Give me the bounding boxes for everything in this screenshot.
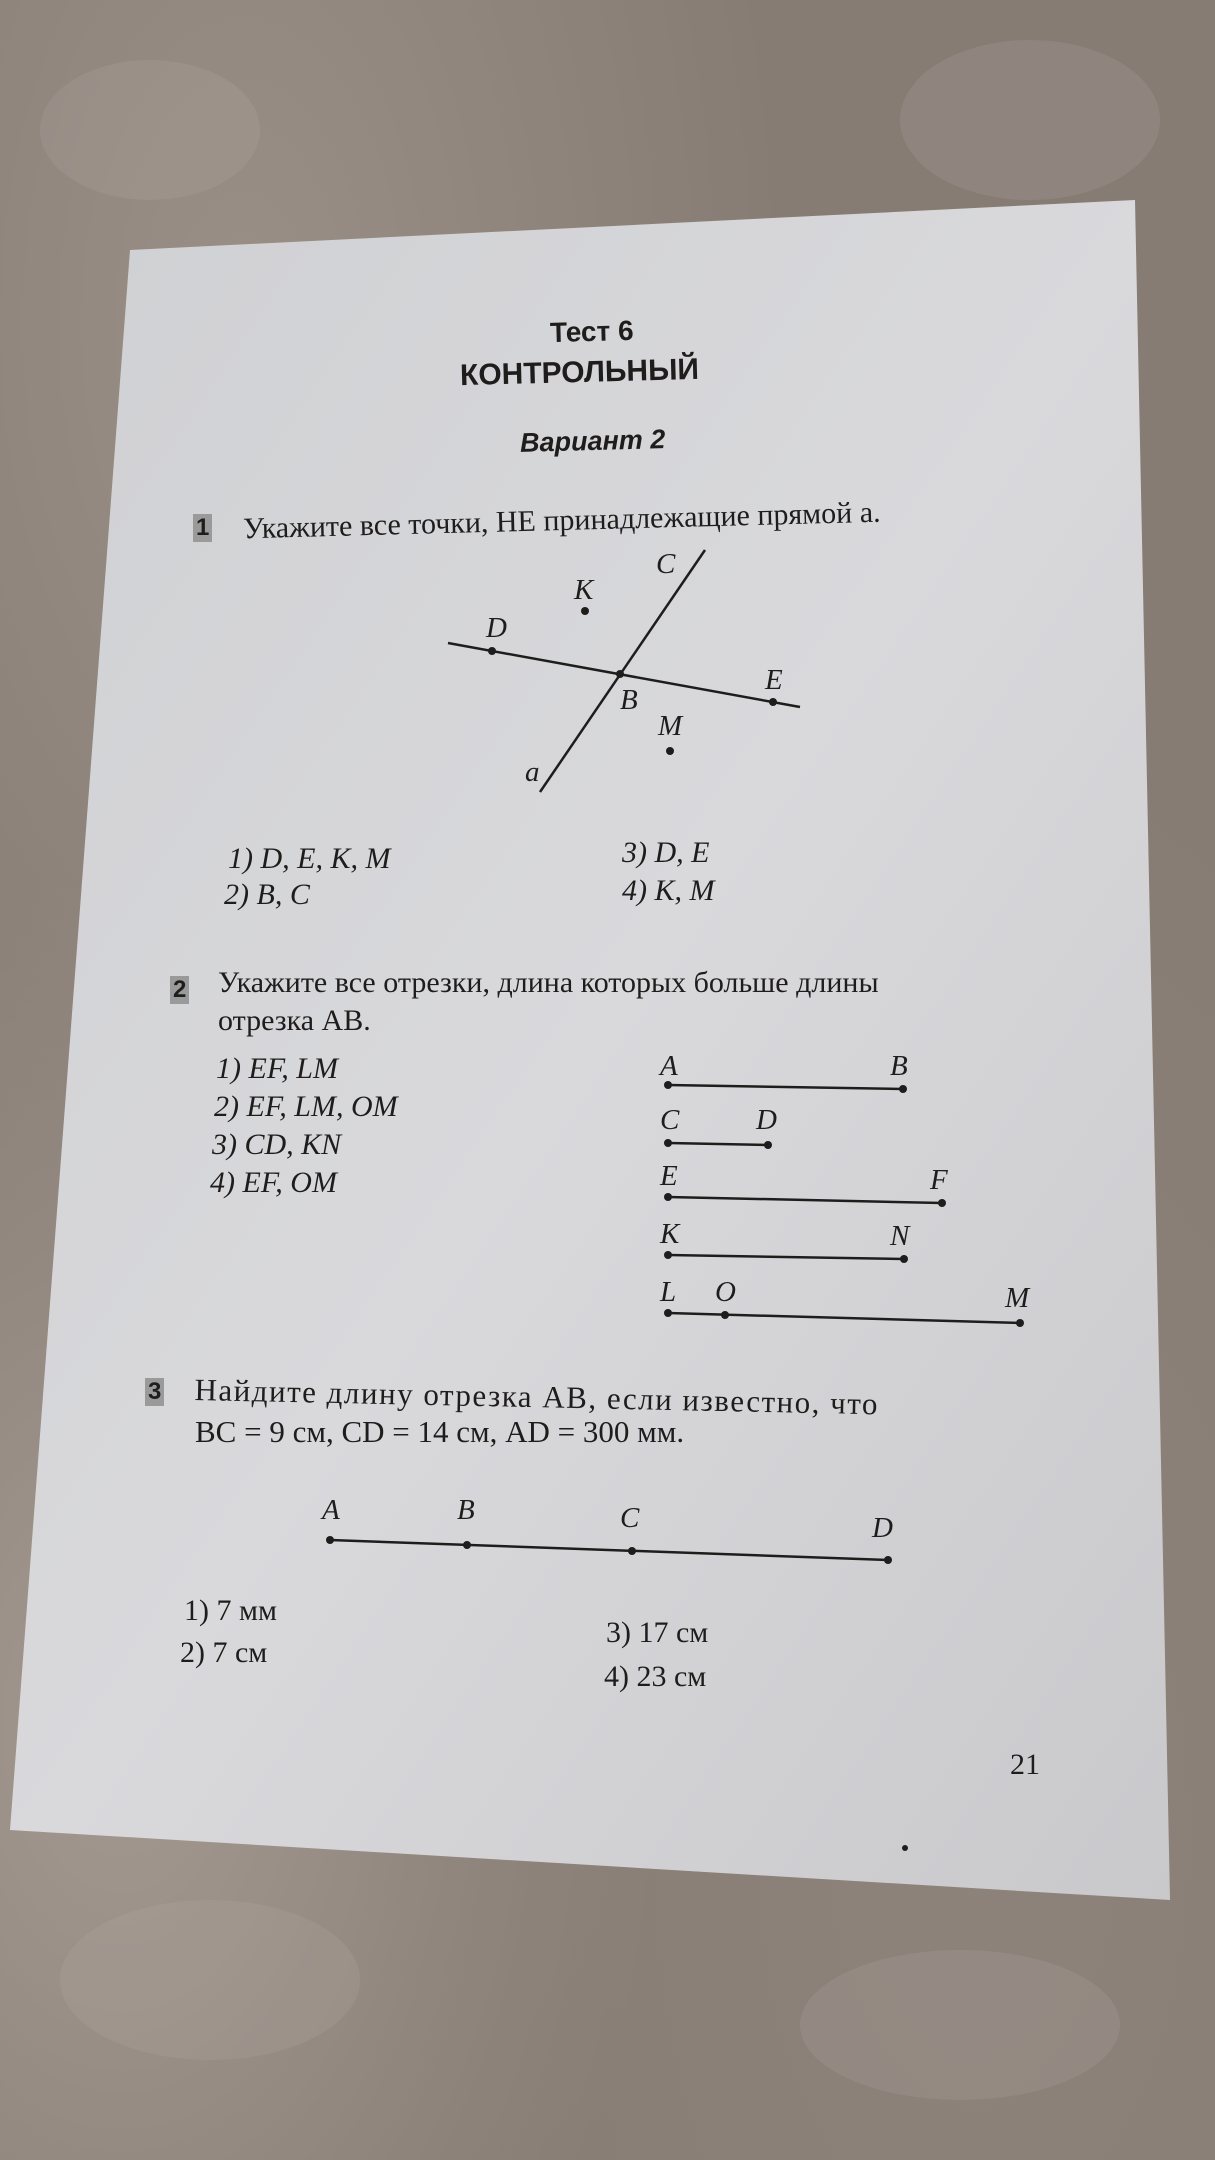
label-k: K bbox=[660, 1218, 680, 1250]
ink-dot bbox=[902, 1845, 908, 1851]
label-m: M bbox=[1005, 1282, 1030, 1314]
point-k bbox=[664, 1251, 672, 1259]
point-k bbox=[581, 607, 589, 615]
point-d bbox=[488, 647, 496, 655]
label-l: L bbox=[660, 1276, 677, 1308]
label-k: K bbox=[574, 574, 594, 606]
answer-option: 1) D, E, K, M bbox=[228, 842, 391, 875]
question-number: 2 bbox=[170, 976, 189, 1004]
test-type: КОНТРОЛЬНЫЙ bbox=[459, 352, 700, 393]
question-number: 3 bbox=[145, 1378, 164, 1406]
label-m: M bbox=[658, 710, 683, 742]
point-d bbox=[764, 1141, 772, 1149]
point-e bbox=[664, 1193, 672, 1201]
answer-option: 2) 7 см bbox=[180, 1636, 268, 1669]
answer-option: 4) 23 см bbox=[604, 1660, 707, 1693]
point-e bbox=[769, 698, 777, 706]
answer-option: 4) K, M bbox=[622, 874, 715, 907]
point-m bbox=[666, 747, 674, 755]
point-b bbox=[463, 1541, 471, 1549]
label-d: D bbox=[872, 1512, 893, 1544]
point-b bbox=[899, 1085, 907, 1093]
answer-option: 1) EF, LM bbox=[216, 1052, 338, 1085]
question-number: 1 bbox=[193, 514, 212, 542]
point-c bbox=[628, 1547, 636, 1555]
label-d: D bbox=[756, 1104, 777, 1136]
question-text: Найдите длину отрезка AB, если известно, что bbox=[194, 1372, 880, 1422]
label-o: O bbox=[715, 1276, 736, 1308]
label-c: C bbox=[620, 1502, 640, 1534]
label-line-a: a bbox=[525, 756, 540, 788]
label-n: N bbox=[890, 1220, 910, 1252]
answer-option: 3) CD, KN bbox=[212, 1128, 342, 1161]
point-b bbox=[616, 670, 624, 678]
point-d bbox=[884, 1556, 892, 1564]
question-text: BC = 9 см, CD = 14 см, AD = 300 мм. bbox=[195, 1414, 685, 1449]
label-a: A bbox=[322, 1494, 340, 1526]
answer-option: 2) EF, LM, OM bbox=[214, 1090, 398, 1123]
label-c: C bbox=[656, 548, 676, 580]
point-f bbox=[938, 1199, 946, 1207]
label-e: E bbox=[765, 664, 783, 696]
label-a: A bbox=[660, 1050, 678, 1082]
point-c bbox=[664, 1139, 672, 1147]
point-a bbox=[326, 1536, 334, 1544]
point-m bbox=[1016, 1319, 1024, 1327]
answer-option: 3) D, E bbox=[622, 836, 710, 869]
label-e: E bbox=[660, 1160, 678, 1192]
label-b: B bbox=[457, 1494, 475, 1526]
test-number: Тест 6 bbox=[549, 314, 634, 349]
label-c: C bbox=[660, 1104, 680, 1136]
answer-option: 4) EF, OM bbox=[210, 1166, 337, 1199]
label-b: B bbox=[620, 684, 638, 716]
variant-title: Вариант 2 bbox=[519, 424, 666, 458]
answer-option: 1) 7 мм bbox=[184, 1594, 277, 1627]
label-f: F bbox=[930, 1164, 948, 1196]
label-d: D bbox=[486, 612, 507, 644]
question-text: отрезка AB. bbox=[218, 1004, 371, 1037]
point-n bbox=[900, 1255, 908, 1263]
answer-option: 3) 17 см bbox=[606, 1616, 709, 1649]
point-o bbox=[721, 1311, 729, 1319]
question-text: Укажите все отрезки, длина которых больше длины bbox=[218, 966, 879, 999]
page-number: 21 bbox=[1010, 1748, 1040, 1781]
label-b: B bbox=[890, 1050, 908, 1082]
question-text: Укажите все точки, НЕ принадлежащие прямой a. bbox=[242, 495, 881, 546]
point-l bbox=[664, 1309, 672, 1317]
answer-option: 2) B, C bbox=[224, 878, 310, 911]
